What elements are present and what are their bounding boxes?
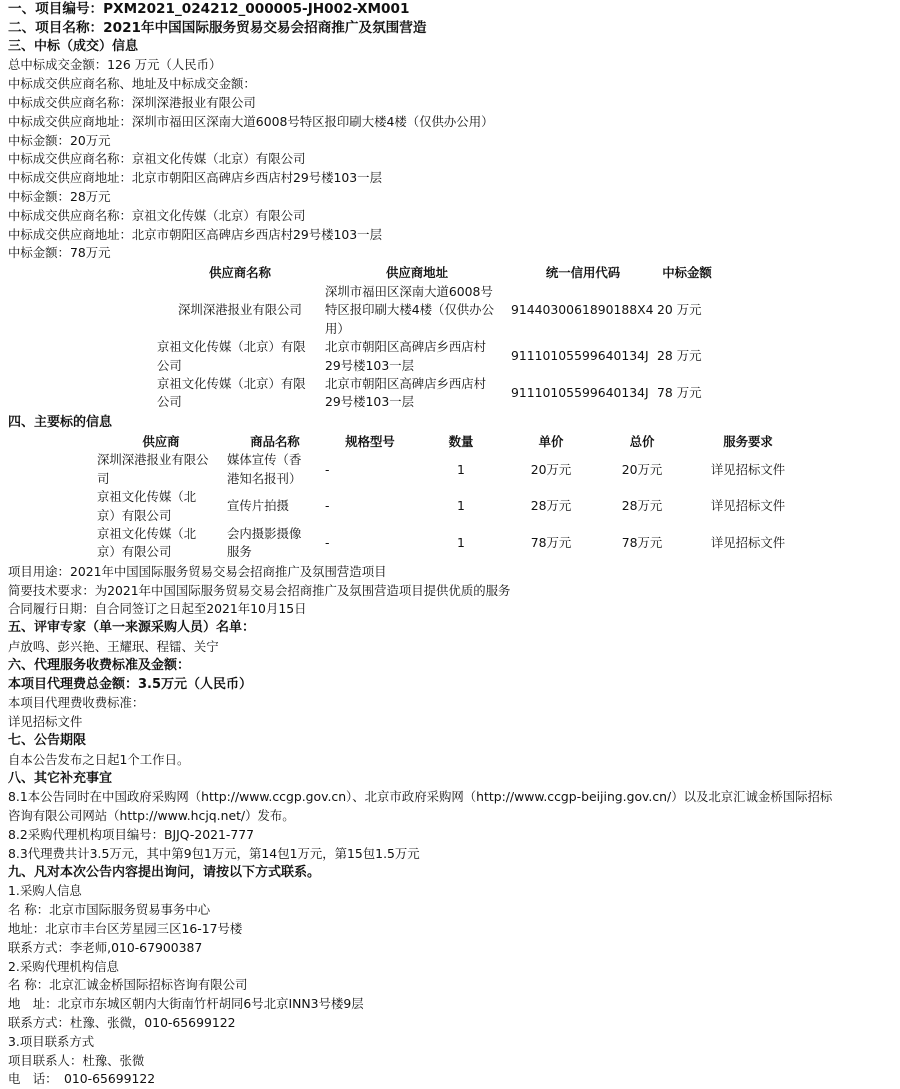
section-period-heading: 七、公告期限 (8, 733, 87, 748)
cell-qty: 1 (457, 535, 465, 551)
total-award-amount: 总中标成交金额：126 万元（人民币） (8, 57, 222, 73)
table-row (96, 488, 808, 525)
cell-unit: 28万元 (530, 498, 572, 514)
col-credit-code: 统一信用代码 (545, 265, 621, 281)
period-text: 自本公告发布之日起1个工作日。 (8, 751, 190, 767)
award-intro: 中标成交供应商名称、地址及中标成交金额： (8, 76, 256, 92)
table-header-row (156, 264, 718, 283)
other-8-1-line-2: 咨询有限公司网站（http://www.hcjq.net/）发布。 (8, 808, 295, 824)
cell-amount: 78 万元 (657, 385, 702, 401)
table-row (156, 375, 718, 412)
cell-code: 9144030061890188X4 (511, 302, 654, 318)
cell-qty: 1 (457, 498, 465, 514)
table-row (156, 338, 718, 375)
cell-code: 91110105599640134J (511, 385, 649, 401)
section-contact-heading: 九、凡对本次公告内容提出询问，请按以下方式联系。 (8, 864, 321, 880)
supplier-2-address: 中标成交供应商地址：北京市朝阳区高碑店乡西店村29号楼103一层 (8, 170, 382, 186)
cell-unit: 20万元 (530, 461, 572, 477)
cell-total: 28万元 (621, 498, 663, 514)
section-fee-heading: 六、代理服务收费标准及金额： (8, 657, 191, 673)
col-award-amount: 中标金额 (662, 265, 712, 281)
fee-total: 本项目代理费总金额：3.5万元（人民币） (8, 676, 253, 692)
agent-title: 2.采购代理机构信息 (8, 958, 119, 974)
fee-see-docs: 详见招标文件 (8, 714, 83, 730)
cell-req: 详见招标文件 (710, 535, 786, 551)
other-8-1-line-1: 8.1本公告同时在中国政府采购网（http://www.ccgp.gov.cn）、北京市政府采购网（http://www.ccgp-beijing.gov.cn/）以及北京汇诚金桥国际招标 (8, 789, 833, 805)
cell-amount: 28 万元 (657, 348, 702, 364)
cell-spec: - (325, 498, 330, 514)
project-contact-person: 项目联系人：杜豫、张微 (8, 1052, 145, 1068)
buyer-title: 1.采购人信息 (8, 883, 82, 899)
cell-code: 91110105599640134J (511, 348, 649, 364)
cell-supplier: 京祖文化传媒（北 京）有限公司 (97, 489, 197, 523)
project-contact-phone: 电 话： 010-65699122 (8, 1071, 156, 1087)
section-items-heading: 四、主要标的信息 (8, 414, 113, 430)
table-row (156, 283, 718, 338)
table-row (96, 451, 808, 488)
supplier-3-address: 中标成交供应商地址：北京市朝阳区高碑店乡西店村29号楼103一层 (8, 226, 382, 242)
col-supplier: 供应商 (142, 433, 180, 449)
supplier-3-amount: 中标金额：78万元 (8, 245, 111, 261)
cell-unit: 78万元 (530, 535, 572, 551)
cell-address: 北京市朝阳区高碑店乡西店村 29号楼103一层 (325, 339, 487, 373)
col-supplier-address: 供应商地址 (386, 265, 448, 281)
cell-total: 78万元 (621, 535, 663, 551)
project-name: 二、项目名称：2021年中国国际服务贸易交易会招商推广及氛围营造 (8, 19, 427, 36)
project-purpose: 项目用途：2021年中国国际服务贸易交易会招商推广及氛围营造项目 (8, 563, 387, 579)
col-spec: 规格型号 (345, 433, 395, 449)
contract-date: 合同履行日期：自合同签订之日起至2021年10月15日 (8, 601, 307, 617)
supplier-1-name: 中标成交供应商名称：深圳深港报业有限公司 (8, 94, 256, 110)
cell-name: 深圳深港报业有限公司 (178, 302, 302, 318)
fee-standard: 本项目代理费收费标准： (8, 695, 145, 711)
cell-spec: - (325, 461, 330, 477)
col-item-name: 商品名称 (250, 433, 300, 449)
items-table (96, 433, 808, 562)
cell-item: 会内摄影摄像 服务 (227, 526, 302, 560)
table-row (96, 525, 808, 562)
expert-names: 卢放鸣、彭兴艳、王耀珉、程镭、关宁 (8, 639, 219, 655)
cell-address: 北京市朝阳区高碑店乡西店村 29号楼103一层 (325, 375, 487, 410)
cell-item: 媒体宣传（香 港知名报刊） (227, 452, 302, 486)
other-8-3: 8.3代理费共计3.5万元，其中第9包1万元，第14包1万元，第15包1.5万元 (8, 845, 420, 861)
award-table (156, 264, 718, 412)
supplier-2-name: 中标成交供应商名称：京祖文化传媒（北京）有限公司 (8, 151, 306, 167)
col-quantity: 数量 (448, 433, 474, 449)
supplier-3-name: 中标成交供应商名称：京祖文化传媒（北京）有限公司 (8, 207, 306, 223)
col-service-req: 服务要求 (723, 433, 773, 449)
buyer-contact: 联系方式：李老师,010-67900387 (8, 939, 203, 955)
cell-supplier: 京祖文化传媒（北 京）有限公司 (97, 526, 197, 560)
col-supplier-name: 供应商名称 (209, 265, 271, 281)
cell-amount: 20 万元 (657, 302, 702, 318)
project-contact-title: 3.项目联系方式 (8, 1033, 95, 1049)
cell-supplier: 深圳深港报业有限公 司 (97, 452, 209, 486)
cell-qty: 1 (457, 461, 465, 477)
cell-req: 详见招标文件 (710, 461, 786, 477)
section-other-heading: 八、其它补充事宜 (8, 770, 113, 786)
agent-address: 地 址：北京市东城区朝内大街南竹杆胡同6号北京INN3号楼9层 (8, 996, 364, 1012)
supplier-2-amount: 中标金额：28万元 (8, 188, 111, 204)
cell-name: 京祖文化传媒（北京）有限 公司 (157, 375, 306, 410)
agent-name: 名 称：北京汇诚金桥国际招标咨询有限公司 (8, 977, 248, 993)
cell-req: 详见招标文件 (710, 498, 786, 514)
col-unit-price: 单价 (538, 433, 564, 449)
cell-spec: - (325, 535, 330, 551)
cell-name: 京祖文化传媒（北京）有限 公司 (157, 339, 306, 373)
section-experts-heading: 五、评审专家（单一来源采购人员）名单： (8, 620, 256, 636)
cell-total: 20万元 (621, 461, 663, 477)
buyer-address: 地址：北京市丰台区芳星园三区16-17号楼 (8, 920, 243, 936)
other-8-2: 8.2采购代理机构项目编号：BJJQ-2021-777 (8, 826, 255, 842)
buyer-name: 名 称：北京市国际服务贸易事务中心 (8, 902, 211, 918)
section-award-heading: 三、中标（成交）信息 (8, 38, 139, 54)
cell-address: 深圳市福田区深南大道6008号 特区报印刷大楼4楼（仅供办公 用） (325, 283, 494, 336)
agent-contact: 联系方式：杜豫、张微，010-65699122 (8, 1014, 236, 1030)
table-header-row (96, 433, 808, 452)
supplier-1-amount: 中标金额：20万元 (8, 132, 111, 148)
announcement-document (8, 0, 896, 1089)
tech-requirements: 简要技术要求：为2021年中国国际服务贸易交易会招商推广及氛围营造项目提供优质的服务 (8, 582, 511, 598)
supplier-1-address: 中标成交供应商地址：深圳市福田区深南大道6008号特区报印刷大楼4楼（仅供办公用） (8, 113, 494, 129)
col-total-price: 总价 (629, 433, 655, 449)
project-number: 一、项目编号：PXM2021_024212_000005-JH002-XM001 (8, 1, 410, 17)
cell-item: 宣传片拍摄 (227, 498, 289, 514)
